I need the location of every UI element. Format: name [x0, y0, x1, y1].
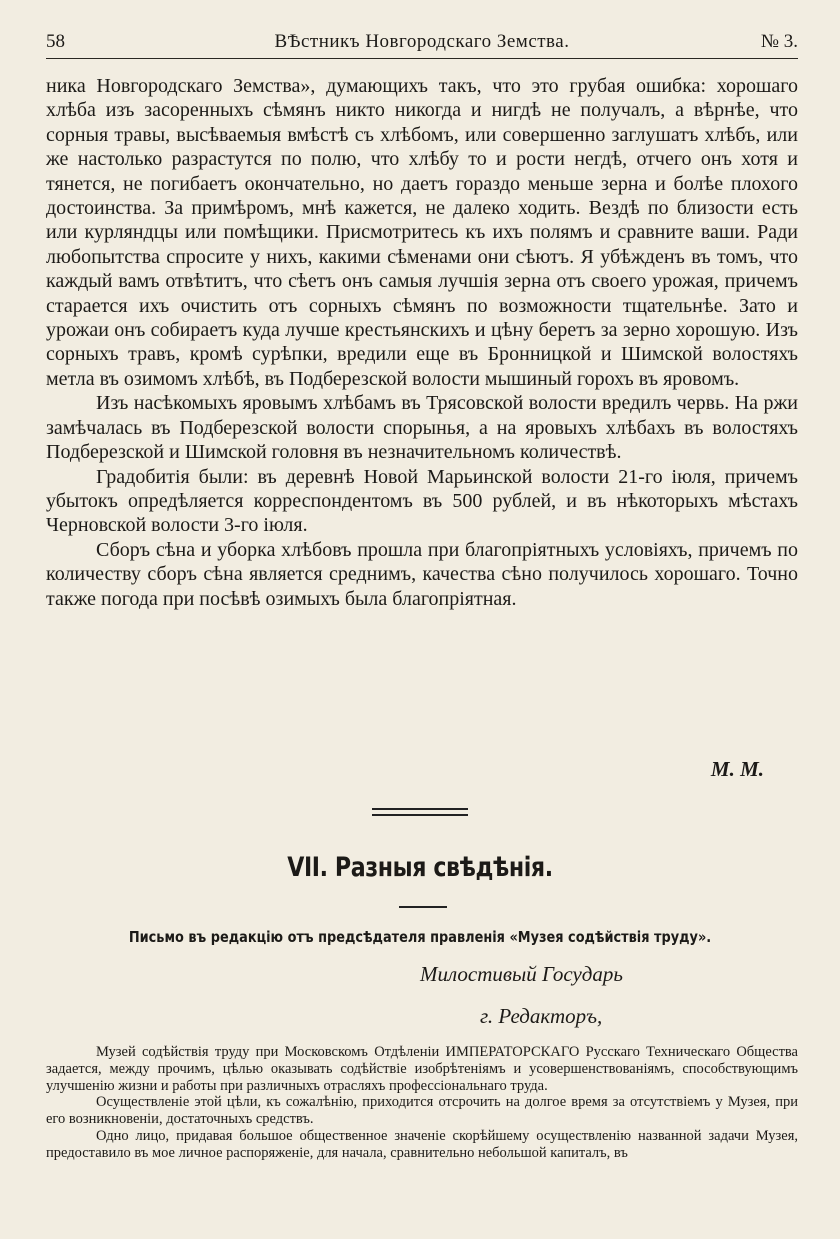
- title-rule: [399, 906, 447, 908]
- section-divider-bottom: [372, 814, 468, 816]
- letter-paragraph-2: Осуществленіе этой цѣли, къ сожалѣнію, приходится отсрочить на долгое время за отсутствіемъ у Музея, при его возникновеніи, достаточныхъ средствъ.: [46, 1094, 798, 1128]
- issue-number: № 3.: [760, 31, 798, 52]
- header-rule: [46, 58, 798, 59]
- paragraph-3: Градобитія были: въ деревнѣ Новой Марьинской волости 21-го іюля, причемъ убытокъ опредѣляется корреспондентомъ въ 500 рублей, и въ нѣкоторыхъ мѣстахъ Черновской волости 3-го іюля.: [46, 465, 798, 537]
- letter-body: [46, 1044, 798, 1162]
- signature: М. М.: [710, 757, 764, 781]
- letter-heading: Письмо въ редакцію отъ предсѣдателя правленія «Музея содѣйствія труду».: [128, 928, 712, 946]
- page-number: 58: [46, 31, 65, 52]
- article-body: [46, 74, 798, 611]
- section-title: VII. Разныя свѣдѣнія.: [287, 852, 553, 883]
- section-divider-top: [372, 808, 468, 810]
- journal-title: ВѢстникъ Новгородскаго Земства.: [274, 31, 570, 52]
- salutation-line-1: Милостивый Государь: [420, 962, 623, 986]
- paragraph-2: Изъ насѣкомыхъ яровымъ хлѣбамъ въ Трясовской волости вредилъ червь. На ржи замѣчалась въ Подберезской волости спорынья, а на яровыхъ хлѣбахъ въ волостяхъ Подберезской и Шимской головня въ незначительномъ количествѣ.: [46, 392, 798, 464]
- salutation-line-2: г. Редакторъ,: [480, 1004, 603, 1028]
- letter-paragraph-3: Одно лицо, придавая большое общественное значеніе скорѣйшему осуществленію названной задачи Музея, предоставило въ мое личное распоряженіе, для начала, сравнительно небольшой капиталъ, въ: [46, 1127, 798, 1161]
- paragraph-1: ника Новгородскаго Земства», думающихъ такъ, что это грубая ошибка: хорошаго хлѣба изъ засоренныхъ сѣмянъ никто никогда и нигдѣ не получалъ, а вѣрнѣе, что сорныя травы, высѣваемыя вмѣстѣ съ хлѣбомъ, или совершенно заглушатъ хлѣбъ, или же настолько разрастутся по полю, что хлѣбу то и рости негдѣ, отчего онъ хотя и тянется, не погибаетъ окончательно, но даетъ гораздо меньше зерна и болѣе плохого достоинства. За примѣромъ, мнѣ кажется, не далеко ходить. Вездѣ по близости есть или курляндцы или помѣщики. Присмотритесь къ ихъ полямъ и сравните ваши. Ради любопытства спросите у нихъ, какими сѣменами они сѣютъ. Я убѣжденъ въ томъ, что каждый вамъ отвѣтитъ, что сѣетъ онъ самыя лучшія зерна отъ своего урожая, причемъ старается ихъ очистить отъ сорныхъ сѣмянъ по возможности тщательнѣе. Зато и урожаи онъ собираетъ куда лучше крестьянскихъ и цѣну беретъ за зерно хорошую. Изъ сорныхъ травъ, кромѣ сурѣпки, вредили еще въ Бронницкой и Шимской волостяхъ метла въ озимомъ хлѣбѣ, въ Подберезской волости мышиный горохъ въ яровомъ.: [46, 75, 798, 390]
- letter-paragraph-1: Музей содѣйствія труду при Московскомъ Отдѣленіи ИМПЕРАТОРСКАГО Русскаго Техническаго Общества задается, между прочимъ, цѣлью оказывать содѣйствіе изобрѣтеніямъ и усовершенствованіямъ, способствующимъ улучшенію жизни и работы при различныхъ отрасляхъ профессіональнаго труда.: [46, 1044, 798, 1094]
- paragraph-4: Сборъ сѣна и уборка хлѣбовъ прошла при благопріятныхъ условіяхъ, причемъ по количеству сборъ сѣна является среднимъ, качества сѣно получилось хорошаго. Точно также погода при посѣвѣ озимыхъ была благопріятная.: [46, 538, 798, 610]
